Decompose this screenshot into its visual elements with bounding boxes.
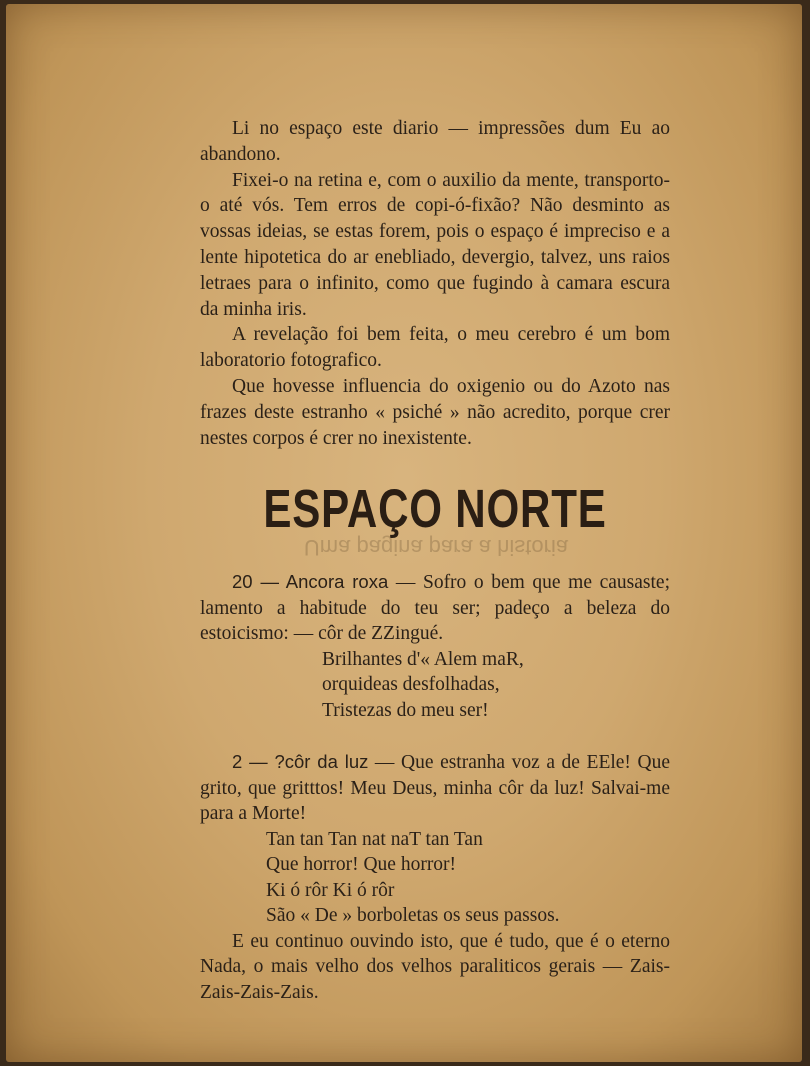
intro-paragraph: Que hovesse influencia do oxigenio ou do Azoto nas frazes deste estranho « psiché » não acredito, porque crer nestes corpos é crer no inexistente. (200, 375, 670, 449)
closing-paragraph: E eu continuo ouvindo isto, que é tudo, que é o eterno Nada, o mais velho dos velhos paraliticos gerais — Zais-Zais-Zais-Zais. (200, 930, 670, 1003)
section-1-paragraph (200, 569, 670, 647)
section-2-text: — Que estranha voz a de EEle! Que grito, que gritttos! Meu Deus, minha côr da luz! Salvai-me para a Morte! (200, 752, 670, 824)
paper-page (6, 4, 802, 1062)
section-1-label: 20 — Ancora roxa (232, 571, 389, 592)
intro-paragraph: A revelação foi bem feita, o meu cerebro é um bom laboratorio fotografico. (200, 324, 670, 372)
section-2-paragraph (200, 749, 670, 827)
verse-line: Que horror! Que horror! (266, 854, 457, 875)
intro-text (200, 116, 670, 451)
verse-line: Ki ó rôr Ki ó rôr (266, 879, 395, 901)
section-2-label: 2 — ?côr da luz (232, 751, 369, 772)
page-title: ESPAÇO NORTE (263, 479, 607, 539)
show-through-text: Uma pagina para a historia (303, 535, 569, 560)
intro-paragraph: Li no espaço este diario — impressões dum Eu ao abandono. (200, 118, 670, 165)
section-1-verse (200, 647, 670, 724)
verse-line: Brilhantes d'« Alem maR, (322, 648, 524, 670)
poem-body (200, 569, 670, 1005)
verse-line: São « De » borboletas os seus passos. (266, 905, 560, 926)
section-1-text: — Sofro o bem que me causaste; lamento a habitude do teu ser; padeço a beleza do estoicismo: — côr de ZZingué. (200, 572, 670, 644)
verse-line: Tan tan Tan nat naT tan Tan (266, 828, 483, 850)
verse-line: orquideas desfolhadas, (322, 674, 500, 695)
intro-paragraph: Fixei-o na retina e, com o auxilio da mente, transporto-o até vós. Tem erros de copi-ó-fixão? Não desminto as vossas ideias, se estas forem, pois o espaço é impreciso e a lente hipotetica do ar enebliado, devergio, talvez, uns raios letraes para o infinito, como que fugindo à camara escura da minha iris. (200, 169, 670, 320)
verse-line: Tristezas do meu ser! (322, 699, 489, 721)
section-2-verse (200, 827, 670, 929)
spacer (200, 723, 670, 749)
